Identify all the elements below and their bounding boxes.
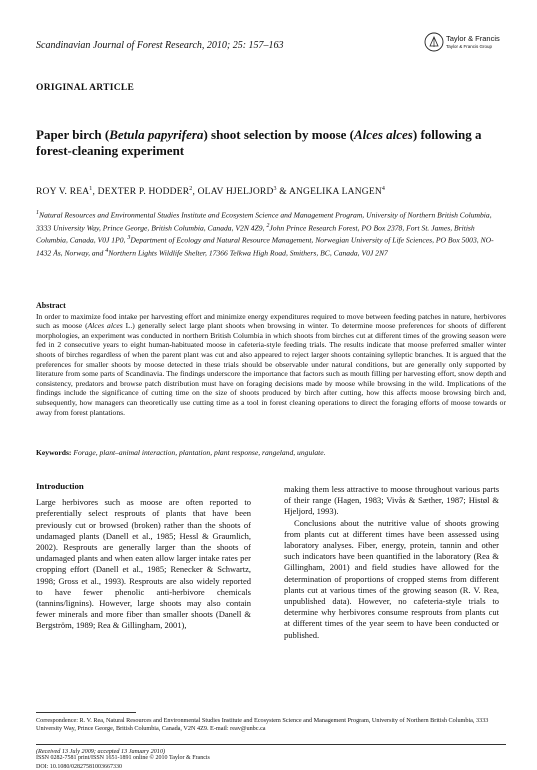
author-separator: , bbox=[92, 187, 98, 198]
abstract-species: Alces alces bbox=[87, 321, 123, 331]
affil-mark: 2 bbox=[266, 222, 270, 229]
title-species-moose: Alces alces bbox=[354, 127, 413, 142]
received-dates: (Received 13 July 2009; accepted 13 January 2010) bbox=[36, 748, 166, 755]
issn-line: ISSN 0282-7581 print/ISSN 1651-1891 online © 2010 Taylor & Francis bbox=[36, 755, 210, 761]
affiliation-3: Department of Ecology and Natural Resource Management, Norwegian University of Life Sciences, PO Box 5003, NO-1432 Ås, Norway, and bbox=[36, 236, 494, 258]
author-name: ANGELIKA LANGEN bbox=[288, 187, 382, 198]
keywords bbox=[36, 448, 506, 457]
affil-mark: 3 bbox=[127, 235, 131, 242]
affiliations bbox=[36, 208, 506, 259]
author-name: DEXTER P. HODDER bbox=[97, 187, 190, 198]
title-text: ) shoot selection by moose ( bbox=[203, 127, 355, 142]
body-column-right bbox=[284, 484, 499, 641]
abstract-text-part: L.) generally select large plant shoots when browsing in winter. To determine moose preferences for shoots of different morphologies, an experiment was conducted in northern British Columbia in which shoots from birches cut at different times of the growing season were fed in 2 consecutive years to eight human-habituated moose in cafeteria-style feeding trials. The results indicate that moose preferred smaller winter shoots of birches regardless of when the parent plant was cut and also appeared to reject larger shoots containing sylleptic branches. It is argued that the preferences for smaller shoots by moose detected in these trials should be observable under natural conditions, but are generally only supported by literature from some parts of Scandinavia. The findings underscore the importance that factors such as mouth filling per harvesting effort, snow depth and consistency, predators and browse patch distribution must have on foraging decisions made by moose while browsing in the wild. Implications of the findings include the significance of cutting time on the size of shoots produced by birch after cutting, how this affects moose browsing birch and, subsequently, how managers can theoretically use cutting time as a tool in forest cleaning operations to direct the foraging efforts of moose towards or away from forest plantations. bbox=[36, 321, 506, 417]
author-name: ROY V. REA bbox=[36, 187, 90, 198]
author-affil-mark: 2 bbox=[189, 186, 193, 192]
article-type: ORIGINAL ARTICLE bbox=[36, 83, 135, 93]
author-list bbox=[36, 186, 506, 197]
abstract-heading: Abstract bbox=[36, 301, 66, 310]
publisher-name: Taylor & Francis bbox=[446, 34, 500, 43]
author-separator: , bbox=[192, 187, 198, 198]
affiliation-4: Northern Lights Wildlife Shelter, 17366 Telkwa High Road, Smithers, BC, Canada, V0J 2N7 bbox=[108, 248, 388, 258]
author-affil-mark: 1 bbox=[89, 186, 93, 192]
title-text: Paper birch ( bbox=[36, 127, 110, 142]
abstract-text bbox=[36, 312, 506, 418]
publisher-emblem-icon bbox=[424, 32, 444, 52]
publisher-group: Taylor & Francis Group bbox=[446, 44, 493, 49]
paragraph: Conclusions about the nutritive value of shoots growing from plants cut at different times have been assessed using laboratory analyses. Fiber, energy, protein, tannin and other such indicators have been quantified in the laboratory (Rea & Gillingham, 2001) and field studies have allowed for the determination of proportions of cropped stems from different plants cut at various times of the growing season (R. V. Rea, unpublished data). However, no cafeteria-style trials to determine why herbivores consume resprouts from plants cut at different times of the year seem to have been conducted or published. bbox=[284, 517, 499, 640]
paragraph: making them less attractive to moose throughout various parts of their range (Hagen, 1983; Vivås & Sæther, 1987; Histøl & Hjeljord, 1993). bbox=[284, 484, 499, 517]
title-species-birch: Betula papyrifera bbox=[109, 127, 204, 142]
paragraph: Large herbivores such as moose are often reported to preferentially select resprouts of plants that have been previously cut or browsed (broken) rather than the shoots of undamaged plants (Danell et al., 1985; Hessl & Graumlich, 2002). Resprouts are generally larger than the shoots of undamaged plants and when eaten allow larger intake rates per cropping effort (Danell et al., 1985; Renecker & Schwartz, 1998; Gross et al., 1993). Resprouts are also widely reported to have fewer phenolic anti-herbivore chemicals (tannins/lignins). However, large shoots may also contain fewer minerals and more fiber than smaller shoots (Danell & Bergström, 1989; Rea & Gillingham, 2001), bbox=[36, 497, 251, 631]
keywords-label: Keywords: bbox=[36, 448, 72, 457]
article-title bbox=[36, 127, 506, 158]
title-text: ) following a forest-cleaning experiment bbox=[36, 127, 482, 158]
section-heading-introduction: Introduction bbox=[36, 481, 84, 491]
correspondence-note: Correspondence: R. V. Rea, Natural Resources and Environmental Studies Institute and Ecosystem Science and Management Program, University of Northern British Columbia, 3333 University Way, Prince George, British Columbia, Canada, V2N 4Z9. E-mail: reav@unbc.ca bbox=[36, 717, 489, 732]
keywords-values: Forage, plant–animal interaction, plantation, plant response, rangeland, ungulate. bbox=[71, 448, 326, 457]
author-affil-mark: 3 bbox=[273, 186, 277, 192]
publisher-logo bbox=[424, 32, 524, 58]
author-separator: & bbox=[276, 187, 289, 198]
footer-divider bbox=[36, 744, 506, 745]
journal-citation: Scandinavian Journal of Forest Research, 2010; 25: 157–163 bbox=[36, 40, 284, 51]
author-name: OLAV HJELJORD bbox=[197, 187, 274, 198]
abstract bbox=[36, 301, 506, 417]
affil-mark: 1 bbox=[36, 210, 39, 216]
affil-mark: 4 bbox=[105, 248, 109, 255]
doi-line: DOI: 10.1080/02827581003667330 bbox=[36, 764, 122, 770]
affiliation-1: Natural Resources and Environmental Studies Institute and Ecosystem Science and Management Program, University of Northern British Columbia, 3333 University Way, Prince George, British Columbia, Canada, V2N 4Z9, bbox=[36, 210, 492, 233]
affiliation-2: John Prince Research Forest, PO Box 2378, Fort St. James, British Columbia, Canada, V0J 1P0, bbox=[36, 223, 475, 245]
body-column-left bbox=[36, 481, 251, 632]
author-affil-mark: 4 bbox=[381, 186, 386, 192]
footnote-divider bbox=[36, 712, 136, 713]
abstract-text-part: In order to maximize food intake per harvesting effort and minimize energy expenditures required to move between feeding patches in nature, herbivores such as moose ( bbox=[36, 311, 506, 331]
